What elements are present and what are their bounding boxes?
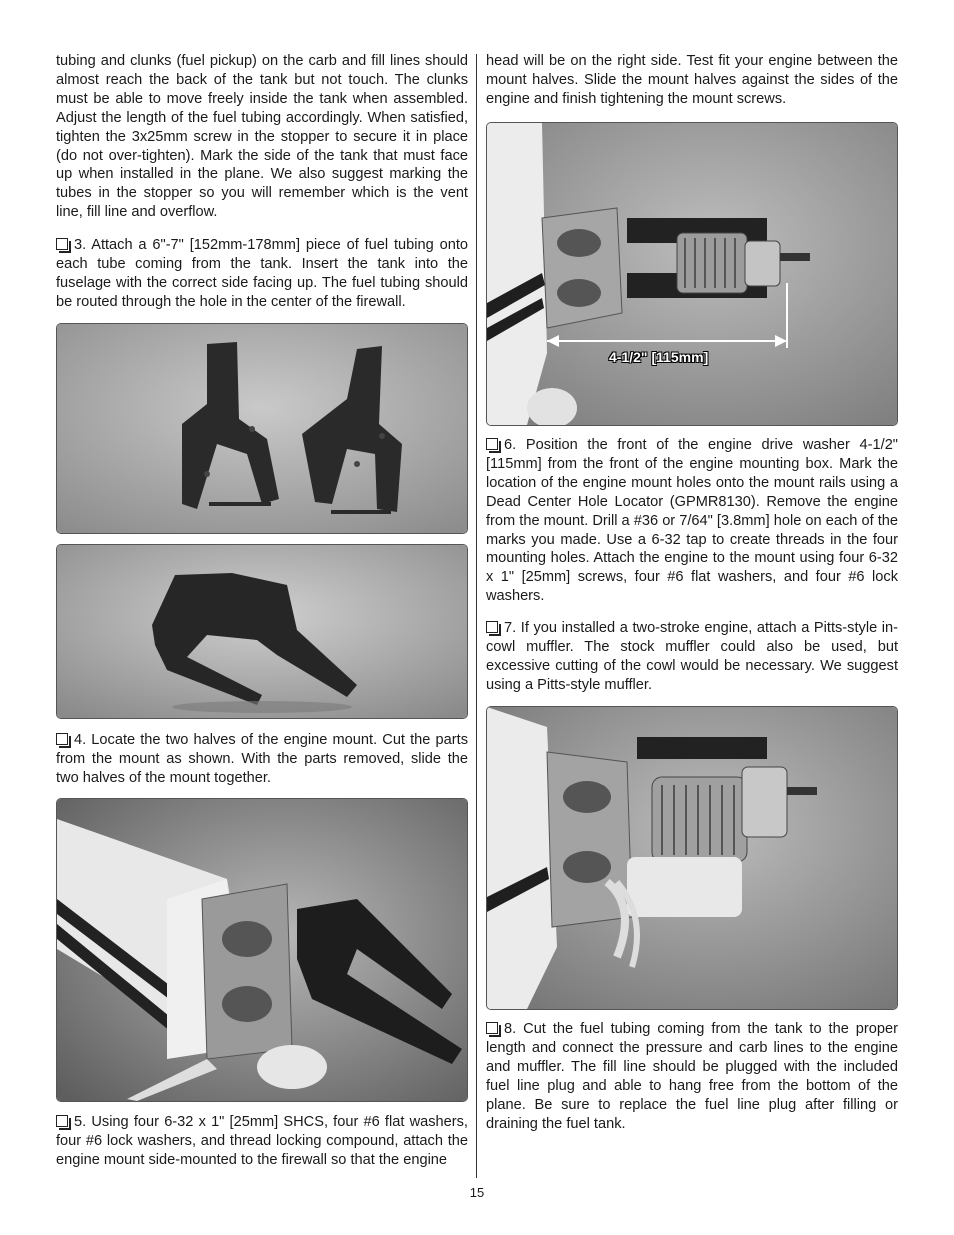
photo-mount-halves [56,323,468,534]
step-8 [486,1020,898,1133]
step-7 [486,619,898,695]
step-4 [56,731,468,788]
right-column [486,52,898,109]
step-3-text: 3. Attach a 6"-7" [152mm-178mm] piece of fuel tubing onto each tube coming from the tank. Insert the tank into the fuselage with the correct side facing up. The fuel tubing should be routed through the hole in the center of the firewall. [56,237,468,310]
step-6-text: 6. Position the front of the engine drive washer 4-1/2" [115mm] from the front of the engine mounting box. Mark the location of the engine mount holes onto the mount rails using a Dead Center Hole Locator (GPMR8130). Remove the engine from the mount. Drill a #36 or 7/64" [3.8mm] hole on each of the marks you made. Use a 6-32 tap to create threads in the four mounting holes. Attach the engine to the mount using four 6-32 x 1" [25mm] screws, four #6 flat washers, and four #6 lock washers. [486,437,898,605]
intro-paragraph: tubing and clunks (fuel pickup) on the carb and fill lines should almost reach the back of the tank but not touch. The clunks must be able to move freely inside the tank when assembled. Adjust the length of the fuel tubing accordingly. When satisfied, tighten the 3x25mm screw in the stopper to secure it in place (do not over-tighten). Mark the side of the tank that must face up when installed in the plane. We also suggest marking the tubes in the stopper so you will remember which is the vent line, fill line and overflow. [56,53,468,221]
step-5-text: 5. Using four 6-32 x 1" [25mm] SHCS, four #6 flat washers, four #6 lock washers, and thread locking compound, attach the engine mount side-mounted to the firewall so that the engine [56,1114,468,1168]
continuation-paragraph: head will be on the right side. Test fit your engine between the mount halves. Slide the mount halves against the sides of the engine and finish tightening the mount screws. [486,53,898,107]
step-4-text: 4. Locate the two halves of the engine mount. Cut the parts from the mount as shown. With the parts removed, slide the two halves of the mount together. [56,732,468,786]
step-5 [56,1113,468,1170]
photo-engine-dimension [486,122,898,426]
photo-mount-on-firewall [56,798,468,1102]
checkbox-icon[interactable] [486,621,498,633]
checkbox-icon[interactable] [486,1022,498,1034]
checkbox-icon[interactable] [56,1115,68,1127]
checkbox-icon[interactable] [486,438,498,450]
step-8-text: 8. Cut the fuel tubing coming from the tank to the proper length and connect the pressure and carb lines to the engine and muffler. The fill line should be plugged with the included fuel line plug and able to hang free from the bottom of the plane. Be sure to replace the fuel line plug after filling or draining the fuel tank. [486,1021,898,1132]
checkbox-icon[interactable] [56,238,68,250]
left-column [56,52,468,222]
assembled-mount-image [57,545,467,718]
mount-on-firewall-image [57,799,467,1101]
dimension-label: 4-1/2" [115mm] [609,349,709,365]
column-divider [476,54,477,1178]
engine-muffler-image [487,707,897,1009]
step-7-text: 7. If you installed a two-stroke engine, attach a Pitts-style in-cowl muffler. The stock muffler could also be used, but excessive cutting of the cowl would be necessary. We suggest using a Pitts-style muffler. [486,620,898,693]
step-3 [56,236,468,312]
checkbox-icon[interactable] [56,733,68,745]
engine-dimension-image [487,123,897,425]
photo-engine-muffler [486,706,898,1010]
mount-halves-image [57,324,467,533]
step-6 [486,436,898,606]
photo-assembled-mount [56,544,468,719]
page-number: 15 [469,1185,485,1200]
